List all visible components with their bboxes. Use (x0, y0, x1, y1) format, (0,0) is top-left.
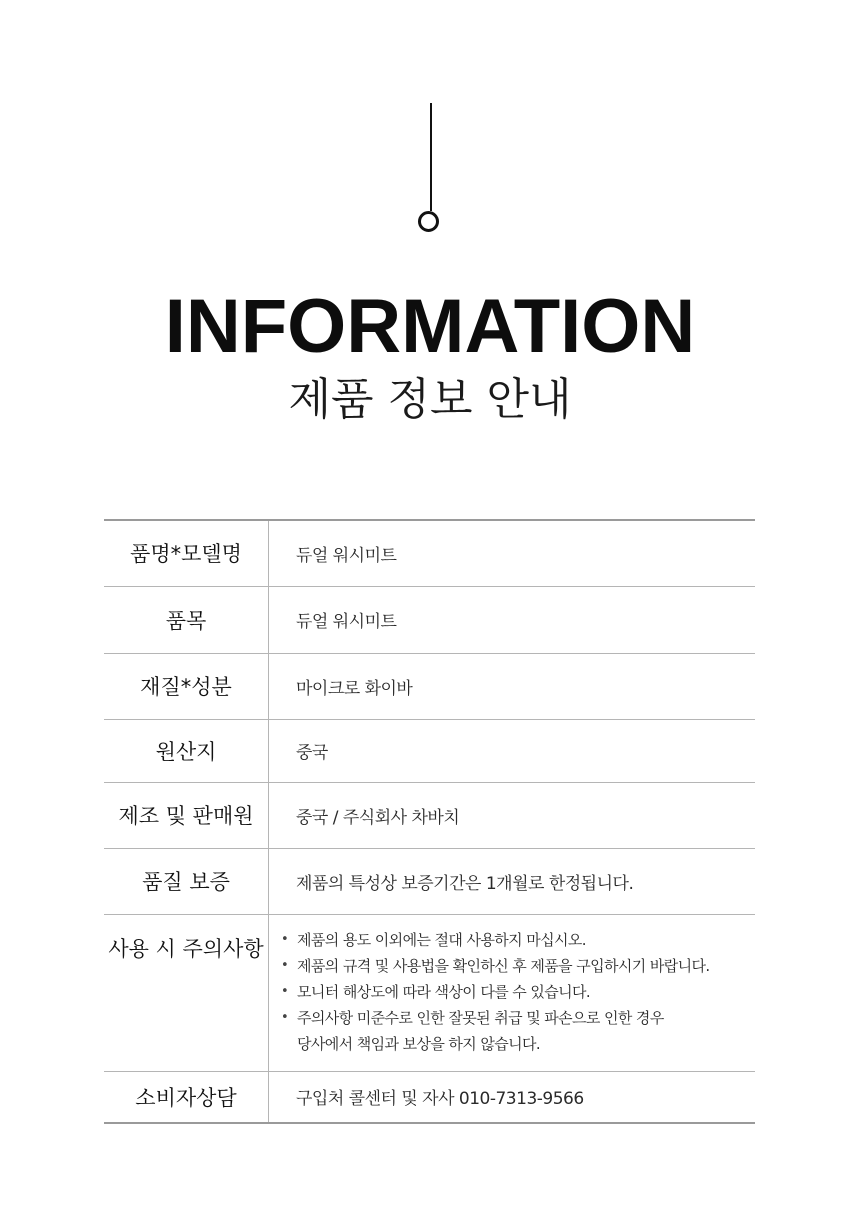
table-row-contact (104, 1071, 755, 1123)
row-value: 듀얼 워시미트 (269, 586, 756, 653)
caution-list (281, 915, 755, 1071)
list-item (281, 1005, 755, 1057)
row-label: 품명*모델명 (104, 520, 269, 586)
table-row-product-name (104, 520, 755, 586)
caution-list-cell (269, 914, 756, 1071)
row-value: 듀얼 워시미트 (296, 545, 397, 566)
table-row-warranty (104, 848, 755, 914)
list-item-text: 주의사항 미준수로 인한 잘못된 취급 및 파손으로 인한 경우 (297, 1008, 664, 1027)
list-item-text: 제품의 규격 및 사용법을 확인하신 후 제품을 구입하시기 바랍니다. (297, 956, 710, 975)
row-value: 중국 / 주식회사 차바치 (269, 782, 756, 848)
row-label: 품목 (104, 586, 269, 653)
row-label: 원산지 (104, 719, 269, 782)
page-subtitle: 제품 정보 안내 (288, 374, 572, 425)
table-row-caution (104, 914, 755, 1071)
product-info-table (104, 519, 755, 1124)
ring-icon (418, 211, 439, 232)
table-row-origin (104, 719, 755, 782)
table-row-manufacturer (104, 782, 755, 848)
list-item (281, 927, 755, 953)
row-label: 재질*성분 (104, 653, 269, 719)
bullet: • (281, 983, 289, 999)
row-value: 구입처 콜센터 및 자사 010-7313-9566 (269, 1071, 756, 1123)
row-value: 중국 (269, 719, 756, 782)
row-label: 품질 보증 (104, 848, 269, 914)
bullet: • (281, 1009, 289, 1025)
row-label: 소비자상담 (104, 1071, 269, 1123)
bullet: • (281, 931, 289, 947)
hanging-line (430, 103, 432, 211)
row-label: 제조 및 판매원 (104, 782, 269, 848)
page-title: INFORMATION (164, 284, 696, 369)
row-label: 사용 시 주의사항 (104, 914, 269, 1071)
row-value: 마이크로 화이바 (269, 653, 756, 719)
bullet: • (281, 957, 289, 973)
list-item-text: 모니터 해상도에 따라 색상이 다를 수 있습니다. (297, 982, 591, 1001)
list-item-text: 제품의 용도 이외에는 절대 사용하지 마십시오. (297, 930, 586, 949)
list-item (281, 953, 755, 979)
list-item-continuation: 당사에서 책임과 보상을 하지 않습니다. (297, 1034, 541, 1053)
table-row-item (104, 586, 755, 653)
list-item (281, 979, 755, 1005)
row-value: 제품의 특성상 보증기간은 1개월로 한정됩니다. (269, 848, 756, 914)
table-row-material (104, 653, 755, 719)
